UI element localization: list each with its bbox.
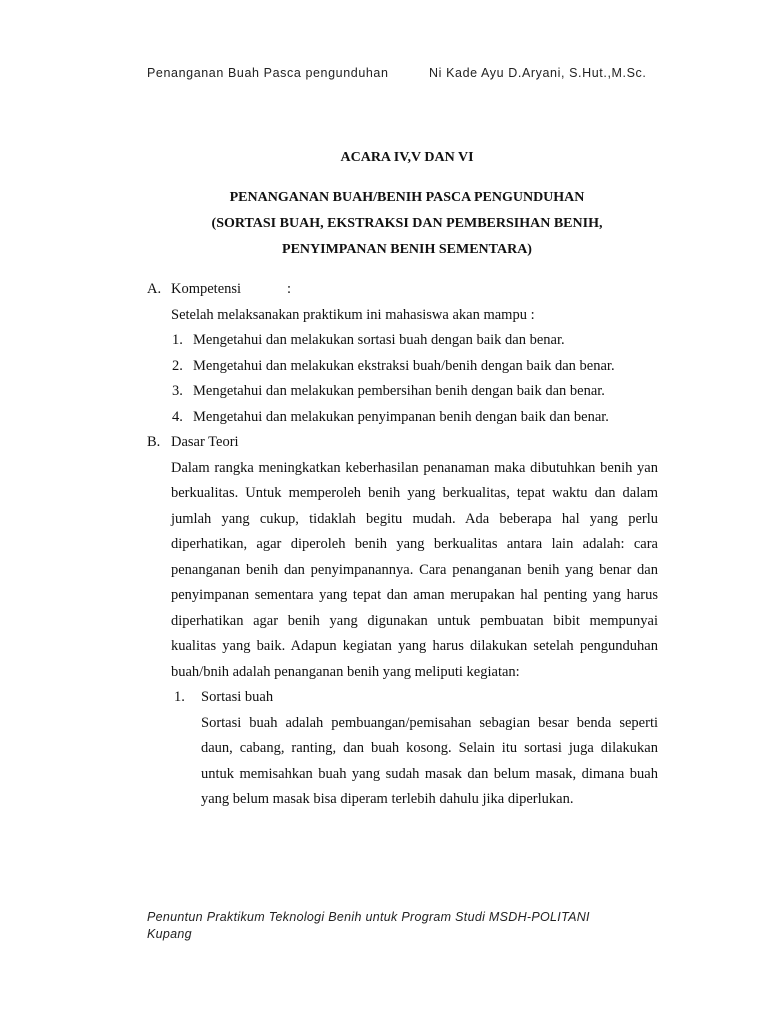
section-a-title: Kompetensi — [171, 281, 242, 297]
list-number: 2. — [172, 357, 183, 374]
title-block — [147, 150, 667, 263]
list-text: Mengetahui dan melakukan sortasi buah dengan baik dan benar. — [193, 332, 565, 348]
title-acara: ACARA IV,V DAN VI — [340, 150, 474, 165]
header-course-title: Penanganan Buah Pasca pengunduhan — [147, 66, 389, 80]
list-number: 1. — [172, 332, 183, 348]
page-footer: Penuntun Praktikum Teknologi Benih untuk Program Studi MSDH-POLITANI Kupang — [147, 910, 590, 941]
list-text: Mengetahui dan melakukan pembersihan benih dengan baik dan benar. — [193, 383, 605, 399]
section-a-colon: : — [287, 281, 292, 297]
title-line-2: PENANGANAN BUAH/BENIH PASCA PENGUNDUHAN — [229, 190, 585, 205]
list-number: 3. — [172, 383, 183, 399]
competency-item — [147, 354, 658, 380]
document-body — [147, 277, 658, 813]
section-b-paragraph: Dalam rangka meningkatkan keberhasilan penanaman maka dibutuhkan benih yan berkualitas. Untuk memperoleh benih yang berkualitas, tepat waktu dan dalam jumlah yang cukup, tidaklah begitu mudah. Ada beberapa hal yang perlu diperhatikan, agar diperoleh benih yang berkualitas antara lain adalah: cara penanganan benih dan penyimpanannya. Cara penanganan benih yang benar dan penyimpanan sementara yang tepat dan aman merupakan hal penting yang harus diperhatikan agar benih yang digunakan untuk pembuatan bibit mempunyai kualitas yang baik. Adapun kegiatan yang harus dilakukan setelah pengunduhan buah/bnih adalah penanganan benih yang meliputi kegiatan: — [171, 459, 658, 680]
page-header — [147, 66, 667, 80]
title-line-4: PENYIMPANAN BENIH SEMENTARA) — [282, 242, 532, 257]
competency-item — [147, 328, 658, 354]
header-author: Ni Kade Ayu D.Aryani, S.Hut.,M.Sc. — [429, 66, 647, 80]
section-a-intro: Setelah melaksanakan praktikum ini mahasiswa akan mampu : — [171, 306, 535, 323]
section-b-letter: B. — [147, 434, 161, 450]
subsection-1-paragraph: Sortasi buah adalah pembuangan/pemisahan sebagian besar benda seperti daun, cabang, ranting, dan buah kosong. Selain itu sortasi juga dilakukan untuk memisahkan buah yang sudah masak dan belum masak, dimana buah yang belum masak bisa diperam terlebih dahulu jika diperlukan. — [201, 714, 658, 807]
competency-item — [147, 379, 658, 405]
competency-item — [147, 405, 658, 431]
section-b-heading — [147, 430, 658, 456]
subsection-1-title: Sortasi buah — [201, 689, 274, 705]
subsection-1-heading — [147, 685, 658, 711]
section-a-letter: A. — [147, 281, 162, 297]
list-number: 4. — [172, 408, 183, 425]
section-a-heading — [147, 277, 658, 303]
title-line-3: (SORTASI BUAH, EKSTRAKSI DAN PEMBERSIHAN BENIH, — [211, 216, 603, 231]
list-text: Mengetahui dan melakukan ekstraksi buah/benih dengan baik dan benar. — [193, 357, 615, 374]
list-text: Mengetahui dan melakukan penyimpanan benih dengan baik dan benar. — [193, 408, 609, 425]
subsection-1-number: 1. — [174, 689, 185, 705]
section-b-title: Dasar Teori — [171, 434, 239, 450]
